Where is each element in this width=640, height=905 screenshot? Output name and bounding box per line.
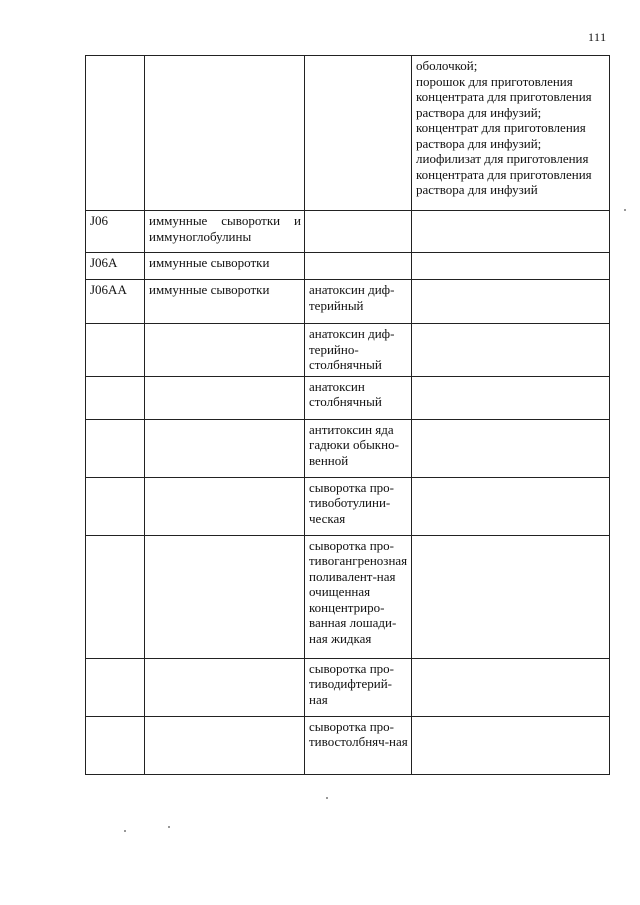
drug-name-cell: анатоксин диф-терийно-столбнячный — [305, 324, 412, 377]
group-cell: иммунные сыворотки — [145, 280, 305, 324]
atc-code-cell — [86, 658, 145, 716]
dosage-form-item: порошок для приготовления концентрата для приготовления раствора для инфузий; — [416, 73, 592, 120]
atc-code-cell — [86, 376, 145, 419]
table-row — [86, 477, 610, 535]
atc-code-cell — [86, 477, 145, 535]
group-cell — [145, 658, 305, 716]
scan-speck — [624, 209, 626, 211]
dosage-form-cell — [412, 419, 610, 477]
group-cell: иммунные сыворотки и иммуноглобулины — [145, 211, 305, 253]
table-row — [86, 535, 610, 658]
atc-code-cell — [86, 716, 145, 774]
dosage-form-cell — [412, 535, 610, 658]
dosage-form-cell — [412, 211, 610, 253]
dosage-form-cell — [412, 324, 610, 377]
drug-name-cell: сыворотка про-тивогангренозная поливалент-ная очищенная концентриро-ванная лошади-ная жидкая — [305, 535, 412, 658]
atc-code-cell — [86, 324, 145, 377]
dosage-form-item: оболочкой; — [416, 58, 478, 73]
scan-speck — [168, 826, 170, 828]
group-cell — [145, 324, 305, 377]
group-cell — [145, 419, 305, 477]
dosage-form-item: лиофилизат для приготовления концентрата для приготовления раствора для инфузий — [416, 151, 592, 197]
group-cell — [145, 56, 305, 211]
table-row — [86, 211, 610, 253]
dosage-form-cell — [412, 253, 610, 280]
table-row — [86, 324, 610, 377]
group-cell: иммунные сыворотки — [145, 253, 305, 280]
table-row — [86, 280, 610, 324]
atc-code-cell: J06A — [86, 253, 145, 280]
drug-name-cell: анатоксин диф-терийный — [305, 280, 412, 324]
drug-name-cell — [305, 211, 412, 253]
table-row — [86, 658, 610, 716]
dosage-form-cell — [412, 477, 610, 535]
scan-speck — [124, 830, 126, 832]
dosage-form-cell — [412, 376, 610, 419]
table-row — [86, 56, 610, 211]
dosage-form-cell — [412, 280, 610, 324]
group-cell — [145, 716, 305, 774]
dosage-form-item: концентрат для приготовления раствора для инфузий; — [416, 120, 586, 151]
atc-code-cell: J06AA — [86, 280, 145, 324]
group-cell — [145, 535, 305, 658]
dosage-form-cell — [412, 658, 610, 716]
scan-speck — [326, 797, 328, 799]
atc-code-cell — [86, 535, 145, 658]
drug-name-cell: сыворотка про-тивостолбняч-ная — [305, 716, 412, 774]
dosage-form-cell — [412, 56, 610, 211]
group-cell — [145, 477, 305, 535]
drug-name-cell: сыворотка про-тивоботулини-ческая — [305, 477, 412, 535]
table-row — [86, 253, 610, 280]
dosage-form-cell — [412, 716, 610, 774]
table-row — [86, 376, 610, 419]
drug-name-cell: сыворотка про-тиводифтерий-ная — [305, 658, 412, 716]
drug-name-cell — [305, 56, 412, 211]
page-number: 111 — [588, 30, 607, 44]
drug-name-cell: антитоксин яда гадюки обыкно-венной — [305, 419, 412, 477]
atc-code-cell — [86, 56, 145, 211]
table-row — [86, 419, 610, 477]
atc-code-cell: J06 — [86, 211, 145, 253]
drug-name-cell — [305, 253, 412, 280]
table-row — [86, 716, 610, 774]
atc-code-cell — [86, 419, 145, 477]
drug-classification-table — [85, 55, 610, 775]
drug-name-cell: анатоксин столбнячный — [305, 376, 412, 419]
group-cell — [145, 376, 305, 419]
